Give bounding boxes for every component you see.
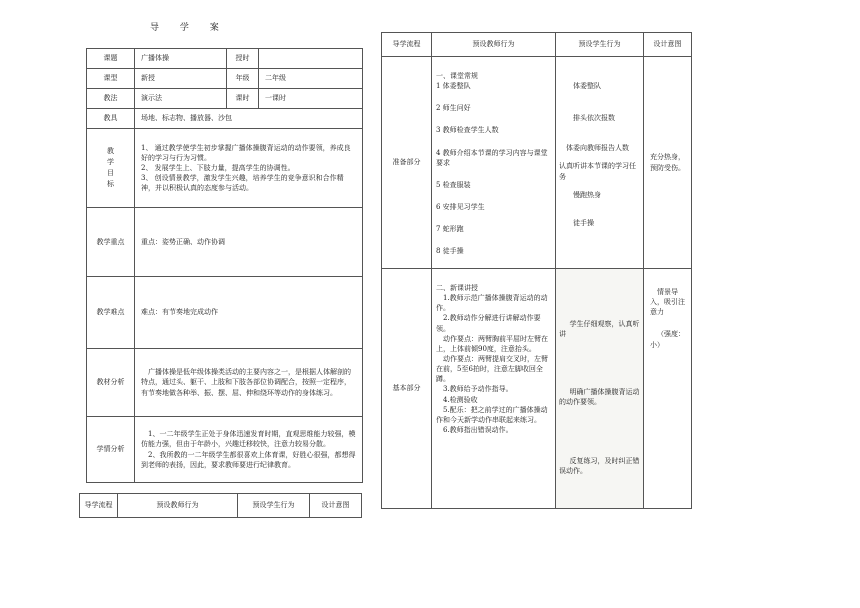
prep-teacher-cell [432, 57, 556, 269]
basic-intent-item: （强度：小） [650, 330, 685, 349]
prep-student-item: 排头依次报数 [573, 114, 615, 123]
prep-teacher-item: 一、课堂常规 [436, 72, 478, 80]
intent-header: 设计意图 [644, 33, 692, 57]
student-analysis-item: 2、我所教的一二年级学生都很喜欢上体育课，好胜心很强，都想得到老师的表扬，因此，要求教师要进行纪律教育。 [141, 450, 356, 469]
prep-teacher-item: 8 徒手操 [436, 247, 464, 256]
goal-item: 1、 通过教学使学生初步掌握广播体操腹背运动的动作要领，养成良好的学习与行为习惯。 [141, 143, 351, 162]
hours-value [259, 49, 363, 69]
material-value: 广播体操是低年级体操类活动的主要内容之一，是根据人体解剖的特点，通过头、躯干、上肢和下肢各部位协调配合，按照一定程序，有节奏地做各种举、振、摆、屈、伸和绕环等动作的身体练习。 [135, 349, 363, 417]
basic-teacher-cell [432, 269, 556, 509]
tools-value: 场地、标志物、播放器、沙包 [135, 109, 363, 129]
key-label: 教学重点 [87, 208, 135, 277]
type-label: 课型 [87, 69, 135, 89]
goals-label: 教学目标 [107, 147, 114, 188]
goals-cell [135, 129, 363, 208]
basic-intent-cell [644, 269, 692, 509]
basic-teacher-item: 1.教师示范广播体操腹背运动的动作。 [436, 294, 548, 313]
topic-label: 课题 [87, 49, 135, 69]
prep-teacher-item: 3 教师检查学生人数 [436, 126, 499, 135]
material-label: 教材分析 [87, 349, 135, 417]
basic-intent-item: 情景导入，吸引注意力 [650, 288, 685, 317]
topic-value: 广播体操 [135, 49, 227, 69]
prep-student-item: 认真听讲本节课的学习任务 [559, 162, 636, 181]
prep-label: 准备部分 [382, 57, 432, 269]
flow-header: 导学流程 [382, 33, 432, 57]
basic-teacher-item: 6.教师指出错误动作。 [443, 425, 513, 434]
type-value: 新授 [135, 69, 227, 89]
difficulty-value: 难点：有节奏地完成动作 [135, 277, 363, 349]
prep-teacher-item: 4 教师介绍本节课的学习内容与课堂要求 [436, 148, 548, 167]
basic-teacher-item: 动作要点：两臂提肩交叉时，左臂在前，5至6拍时，注意左脚收回全蹲。 [436, 354, 548, 384]
student-header: 预设学生行为 [556, 33, 644, 57]
prep-student-item: 慢跑热身 [573, 190, 601, 199]
basic-teacher-item: 3.教师给予动作指导。 [443, 385, 513, 394]
prep-student-cell [556, 57, 644, 269]
basic-teacher-item: 动作要点：两臂胸前平屈时左臂在上，上体前倾90度，注意抬头。 [436, 334, 548, 353]
key-value: 重点：姿势正确、动作协调 [135, 208, 363, 277]
prep-student-item: 体委整队 [573, 82, 601, 90]
teacher-header: 预设教师行为 [118, 494, 238, 518]
prep-teacher-item: 7 蛇形跑 [436, 225, 464, 234]
student-analysis-cell [135, 417, 363, 483]
prep-teacher-item: 2 师生问好 [436, 104, 471, 113]
flow-header: 导学流程 [80, 494, 118, 518]
basic-student-item: 明确广播体操腹背运动的动作要领。 [559, 388, 640, 407]
grade-label: 年级 [227, 69, 259, 89]
student-analysis-label: 学情分析 [87, 417, 135, 483]
basic-teacher-item: 二、新课讲授 [436, 284, 478, 292]
method-value: 演示法 [135, 89, 227, 109]
student-analysis-item: 1、一二年级学生正处于身体迅速发育时期，直观思维能力较强，模仿能力强，但由于年龄小，兴趣迁移较快，注意力较易分散。 [141, 430, 356, 449]
hours-label: 授时 [227, 49, 259, 69]
flow-header-table [79, 493, 362, 518]
lesson-info-table [86, 48, 363, 483]
process-table [381, 32, 692, 509]
tools-label: 教具 [87, 109, 135, 129]
prep-teacher-item: 6 安排见习学生 [436, 202, 485, 211]
goals-label-cell [87, 129, 135, 208]
basic-teacher-item: 2.教师动作分解进行讲解动作要领。 [436, 314, 541, 333]
page-title: 导 学 案 [150, 23, 228, 33]
basic-teacher-item: 4.检测验收 [443, 395, 478, 404]
prep-intent: 充分热身，预防受伤。 [644, 57, 692, 269]
prep-student-item: 体委向教师报告人数 [566, 144, 629, 153]
basic-teacher-item: 5.配乐：把之前学过的广播体操动作和今天新学动作串联起来练习。 [436, 405, 548, 424]
basic-label: 基本部分 [382, 269, 432, 509]
teacher-header: 预设教师行为 [432, 33, 556, 57]
intent-header: 设计意图 [310, 494, 362, 518]
period-label: 课时 [227, 89, 259, 109]
basic-student-item: 反复练习，及时纠正错误动作。 [559, 456, 640, 475]
grade-value: 二年级 [259, 69, 363, 89]
prep-teacher-item: 1 体委整队 [436, 82, 471, 91]
difficulty-label: 教学难点 [87, 277, 135, 349]
prep-student-item: 徒手操 [573, 218, 594, 227]
student-header: 预设学生行为 [238, 494, 310, 518]
goal-item: 2、 发展学生上、下肢力量，提高学生的协调性。 [141, 163, 295, 172]
basic-student-item: 学生仔细观察，认真听讲 [559, 320, 640, 339]
basic-student-cell [556, 269, 644, 509]
prep-teacher-item: 5 检查服装 [436, 180, 471, 189]
goal-item: 3、 创设情景教学，激发学生兴趣，培养学生的竞争意识和合作精神，并以积极认真的态度参与活动。 [141, 174, 344, 193]
period-value: 一课时 [259, 89, 363, 109]
method-label: 教法 [87, 89, 135, 109]
